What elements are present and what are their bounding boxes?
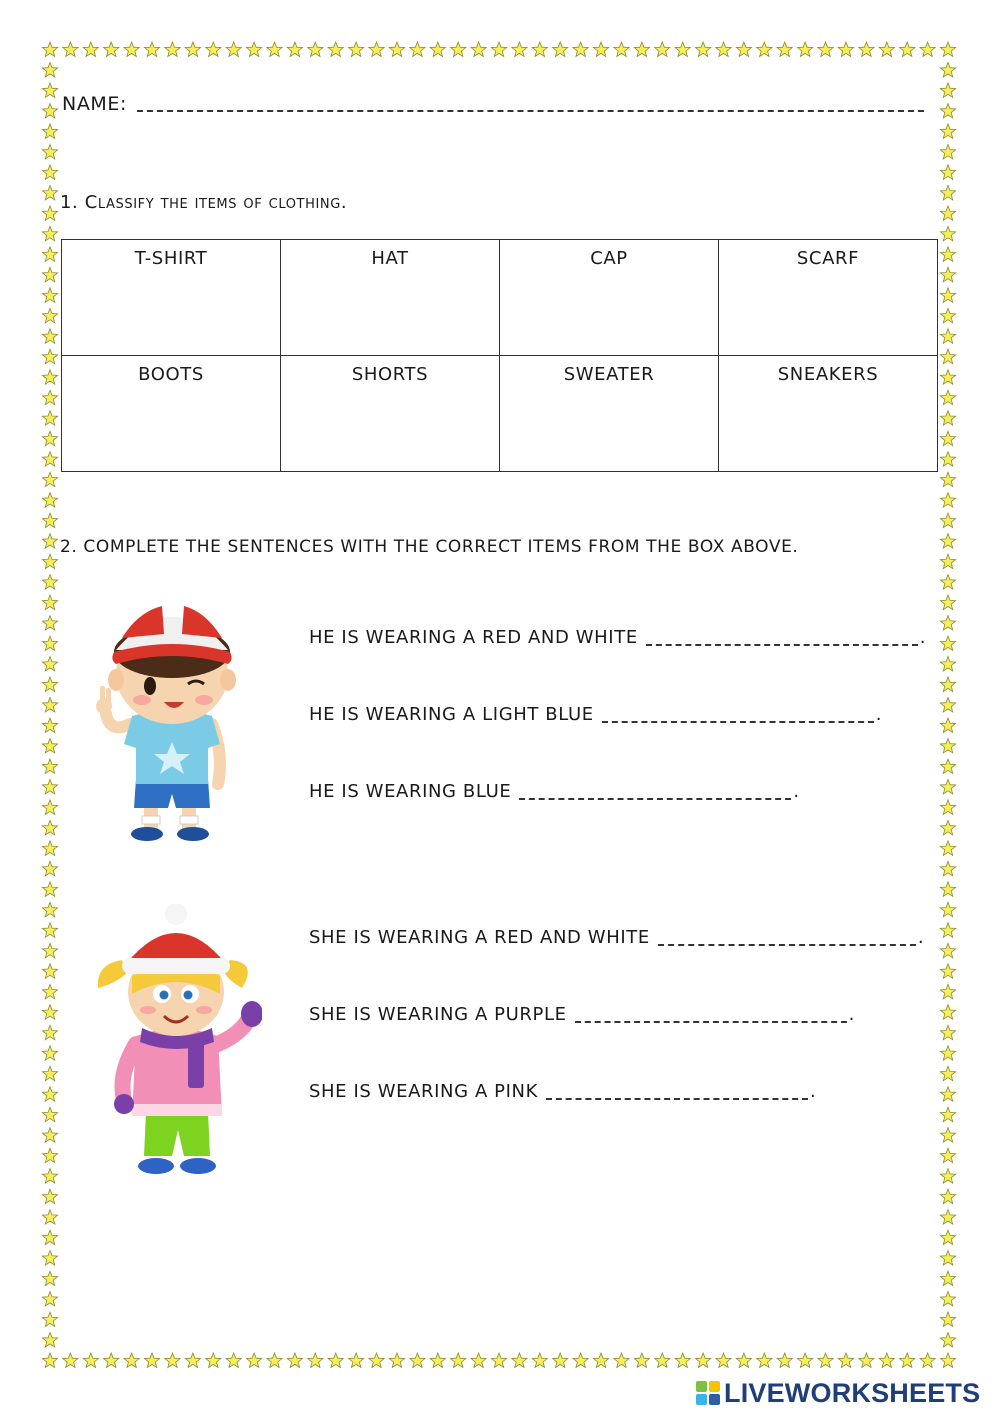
- border-star: [491, 1353, 506, 1368]
- answer-blank[interactable]: [602, 721, 874, 723]
- border-star: [42, 943, 57, 958]
- clothing-label: HAT: [371, 248, 409, 269]
- border-star: [940, 185, 955, 200]
- border-star: [42, 42, 57, 57]
- girl-illustration: [92, 904, 262, 1180]
- border-star: [859, 1353, 874, 1368]
- sentence-end: .: [793, 781, 800, 802]
- border-star: [267, 1353, 282, 1368]
- border-star: [940, 657, 955, 672]
- border-star: [940, 42, 955, 57]
- border-star: [42, 1251, 57, 1266]
- border-star: [185, 42, 200, 57]
- border-star: [940, 411, 955, 426]
- border-star: [42, 779, 57, 794]
- sentence-end: .: [810, 1081, 817, 1102]
- border-star: [42, 165, 57, 180]
- border-star: [369, 42, 384, 57]
- border-star: [247, 42, 262, 57]
- border-star: [634, 1353, 649, 1368]
- border-star: [940, 677, 955, 692]
- border-star: [410, 42, 425, 57]
- border-star: [818, 42, 833, 57]
- border-star: [940, 513, 955, 528]
- border-star: [940, 1148, 955, 1162]
- border-star: [42, 63, 57, 78]
- sentence-text: SHE IS WEARING A PURPLE: [309, 1004, 567, 1025]
- clothing-cell-scarf[interactable]: [719, 240, 938, 356]
- border-star: [655, 1353, 670, 1368]
- border-star: [206, 42, 221, 57]
- answer-blank[interactable]: [658, 944, 916, 946]
- border-star: [940, 206, 955, 220]
- border-star: [165, 1353, 180, 1368]
- sentence-text: HE IS WEARING BLUE: [309, 781, 512, 802]
- border-star: [104, 42, 119, 57]
- border-star: [940, 226, 955, 240]
- border-star: [940, 923, 955, 938]
- border-star: [42, 698, 57, 713]
- girl-sentence-2: [309, 1003, 855, 1027]
- border-star: [42, 841, 57, 856]
- border-star: [42, 452, 57, 467]
- border-star: [798, 1353, 813, 1368]
- border-star: [42, 636, 57, 651]
- border-star: [42, 902, 57, 917]
- border-star: [532, 42, 547, 57]
- border-star: [42, 677, 57, 692]
- border-star: [42, 534, 57, 549]
- border-star: [879, 42, 894, 57]
- border-star: [430, 1353, 445, 1368]
- border-star: [940, 964, 955, 979]
- border-star: [798, 42, 813, 57]
- border-star: [42, 964, 57, 979]
- border-star: [42, 267, 57, 282]
- border-star: [42, 329, 57, 344]
- border-star: [838, 1353, 853, 1368]
- boy-sentence-2: [309, 703, 882, 727]
- answer-blank[interactable]: [575, 1021, 847, 1023]
- border-star: [369, 1353, 384, 1368]
- border-star: [940, 493, 955, 507]
- border-star: [42, 616, 57, 630]
- border-star: [940, 861, 955, 875]
- border-star: [63, 1353, 78, 1368]
- border-star: [879, 1353, 894, 1368]
- border-star: [124, 1353, 139, 1368]
- border-star: [165, 42, 180, 57]
- border-star: [42, 1046, 57, 1061]
- name-input-line[interactable]: [137, 110, 924, 112]
- girl-sentence-3: [309, 1080, 816, 1104]
- border-star: [940, 63, 955, 78]
- border-star: [920, 42, 935, 57]
- answer-blank[interactable]: [519, 798, 791, 800]
- border-star: [42, 800, 57, 815]
- border-star: [247, 1353, 262, 1368]
- border-star: [287, 1353, 302, 1368]
- border-star: [940, 636, 955, 651]
- border-star: [940, 104, 955, 118]
- border-star: [42, 349, 57, 363]
- border-star: [940, 329, 955, 344]
- border-star: [42, 104, 57, 118]
- border-star: [42, 390, 57, 405]
- border-star: [42, 739, 57, 753]
- border-star: [83, 1353, 98, 1368]
- border-star: [859, 42, 874, 57]
- border-star: [940, 390, 955, 405]
- border-star: [940, 452, 955, 467]
- question-1-heading: 1. Classify the items of clothing.: [60, 192, 348, 213]
- clothing-table: [61, 239, 938, 472]
- border-star: [42, 83, 57, 97]
- border-star: [940, 739, 955, 753]
- border-star: [940, 902, 955, 917]
- border-star: [940, 554, 955, 569]
- answer-blank[interactable]: [546, 1098, 808, 1100]
- border-star: [42, 984, 57, 999]
- border-star: [940, 616, 955, 630]
- clothing-cell-shorts[interactable]: [281, 356, 500, 472]
- border-star: [940, 1169, 955, 1184]
- sentence-end: .: [917, 927, 925, 948]
- border-star: [42, 1230, 57, 1245]
- border-star: [573, 1353, 588, 1368]
- border-star: [900, 1353, 915, 1368]
- border-star: [42, 308, 57, 323]
- border-star: [42, 882, 57, 896]
- liveworksheets-logo[interactable]: [696, 1376, 996, 1410]
- border-star: [940, 882, 955, 896]
- border-star: [226, 42, 241, 57]
- border-star: [42, 1333, 57, 1348]
- border-star: [42, 1066, 57, 1081]
- boy-sentence-1: [309, 626, 926, 650]
- border-star: [512, 42, 527, 57]
- border-star: [736, 42, 751, 57]
- border-star: [532, 1353, 547, 1368]
- clothing-label: T-SHIRT: [134, 248, 208, 269]
- border-star: [42, 718, 57, 733]
- border-star: [308, 42, 323, 57]
- border-star: [634, 42, 649, 57]
- border-star: [349, 42, 364, 57]
- clothing-label: CAP: [590, 248, 628, 269]
- border-star: [553, 1353, 568, 1368]
- border-star: [614, 1353, 629, 1368]
- border-star: [573, 42, 588, 57]
- border-star: [206, 1353, 221, 1368]
- border-star: [940, 575, 955, 590]
- border-star: [675, 1353, 690, 1368]
- border-star: [696, 42, 711, 57]
- border-star: [940, 267, 955, 282]
- sentence-text: HE IS WEARING A LIGHT BLUE: [309, 704, 594, 725]
- border-star: [226, 1353, 241, 1368]
- border-star: [716, 42, 731, 57]
- border-star: [42, 472, 57, 486]
- border-star: [42, 1107, 57, 1122]
- border-star: [42, 144, 57, 159]
- clothing-cell-sneakers[interactable]: [719, 356, 938, 472]
- border-star: [940, 1128, 955, 1142]
- border-star: [655, 42, 670, 57]
- boy-sentence-3: [309, 780, 800, 804]
- border-star: [42, 288, 57, 303]
- border-star: [42, 1169, 57, 1184]
- border-star: [757, 1353, 772, 1368]
- border-star: [471, 1353, 486, 1368]
- border-star: [451, 1353, 466, 1368]
- clothing-cell-boots[interactable]: [62, 356, 281, 472]
- border-star: [940, 698, 955, 713]
- border-star: [42, 1271, 57, 1285]
- border-star: [940, 1210, 955, 1225]
- border-star: [940, 1025, 955, 1039]
- border-star: [940, 472, 955, 486]
- border-star: [696, 1353, 711, 1368]
- border-star: [104, 1353, 119, 1368]
- name-label: NAME:: [62, 93, 128, 115]
- border-star: [940, 83, 955, 97]
- border-star: [185, 1353, 200, 1368]
- border-star: [42, 185, 57, 200]
- border-star: [940, 841, 955, 856]
- border-star: [940, 308, 955, 323]
- border-star: [144, 1353, 159, 1368]
- border-star: [42, 411, 57, 426]
- border-star: [736, 1353, 751, 1368]
- border-star: [940, 1189, 955, 1204]
- border-star: [940, 1046, 955, 1061]
- border-star: [430, 42, 445, 57]
- border-star: [42, 820, 57, 835]
- liveworksheets-logo-icon: [696, 1381, 720, 1405]
- border-star: [287, 42, 302, 57]
- border-star: [940, 779, 955, 794]
- border-star: [940, 800, 955, 815]
- border-star: [42, 1312, 57, 1327]
- border-star: [144, 42, 159, 57]
- border-star: [940, 165, 955, 180]
- border-star: [42, 1087, 57, 1102]
- border-star: [940, 1251, 955, 1266]
- border-star: [42, 431, 57, 446]
- clothing-label: SCARF: [796, 248, 860, 269]
- border-star: [512, 1353, 527, 1368]
- clothing-label: SWEATER: [563, 364, 655, 385]
- border-star: [42, 1292, 57, 1307]
- sentence-text: SHE IS WEARING A PINK: [309, 1081, 539, 1102]
- border-star: [124, 42, 139, 57]
- border-star: [940, 247, 955, 261]
- border-star: [42, 370, 57, 384]
- answer-blank[interactable]: [646, 644, 918, 646]
- border-star: [777, 1353, 792, 1368]
- girl-sentence-1: [309, 926, 924, 950]
- border-star: [63, 42, 78, 57]
- border-star: [940, 1066, 955, 1081]
- border-star: [83, 42, 98, 57]
- border-star: [940, 288, 955, 303]
- sentence-end: .: [848, 1004, 855, 1025]
- border-star: [940, 370, 955, 384]
- border-star: [328, 1353, 343, 1368]
- border-star: [42, 1025, 57, 1039]
- name-row: [62, 86, 924, 116]
- question-2-heading: 2. COMPLETE THE SENTENCES WITH THE CORRECT ITEMS FROM THE BOX ABOVE.: [60, 537, 799, 557]
- border-star: [42, 1210, 57, 1225]
- border-star: [553, 42, 568, 57]
- border-star: [42, 124, 57, 138]
- clothing-cell-cap[interactable]: [500, 240, 719, 356]
- border-star: [451, 42, 466, 57]
- border-star: [900, 42, 915, 57]
- clothing-label: SHORTS: [351, 364, 429, 385]
- border-star: [940, 1333, 955, 1348]
- border-star: [389, 1353, 404, 1368]
- border-star: [940, 1087, 955, 1102]
- border-star: [940, 349, 955, 363]
- border-star: [42, 513, 57, 528]
- border-star: [389, 42, 404, 57]
- border-star: [42, 595, 57, 610]
- border-star: [42, 1353, 57, 1368]
- border-star: [42, 226, 57, 240]
- border-star: [940, 431, 955, 446]
- border-star: [940, 1353, 955, 1368]
- border-star: [818, 1353, 833, 1368]
- border-star: [42, 1148, 57, 1162]
- border-star: [940, 718, 955, 733]
- border-star: [42, 493, 57, 507]
- border-star: [42, 1005, 57, 1019]
- sentence-end: .: [919, 627, 927, 648]
- sentence-end: .: [875, 704, 883, 725]
- border-star: [42, 923, 57, 938]
- border-star: [42, 759, 57, 773]
- clothing-label: BOOTS: [138, 364, 204, 385]
- border-star: [42, 1128, 57, 1142]
- border-star: [920, 1353, 935, 1368]
- clothing-cell-sweater[interactable]: [500, 356, 719, 472]
- border-star: [940, 759, 955, 773]
- border-star: [940, 1005, 955, 1019]
- border-star: [42, 1189, 57, 1204]
- brand-name: LIVEWORKSHEETS: [724, 1377, 981, 1408]
- border-star: [614, 42, 629, 57]
- border-star: [940, 984, 955, 999]
- border-star: [42, 554, 57, 569]
- border-star: [471, 42, 486, 57]
- sentence-text: HE IS WEARING A RED AND WHITE: [309, 627, 638, 648]
- border-star: [42, 657, 57, 672]
- border-star: [757, 42, 772, 57]
- border-star: [940, 1292, 955, 1307]
- border-star: [42, 575, 57, 590]
- border-star: [491, 42, 506, 57]
- border-star: [328, 42, 343, 57]
- border-star: [349, 1353, 364, 1368]
- border-star: [940, 1230, 955, 1245]
- border-star: [593, 42, 608, 57]
- border-star: [940, 1312, 955, 1327]
- clothing-cell-hat[interactable]: [281, 240, 500, 356]
- border-star: [940, 124, 955, 138]
- border-star: [42, 861, 57, 875]
- border-star: [42, 206, 57, 220]
- border-star: [593, 1353, 608, 1368]
- border-star: [940, 534, 955, 549]
- border-star: [940, 943, 955, 958]
- sentence-text: SHE IS WEARING A RED AND WHITE: [309, 927, 650, 948]
- border-star: [308, 1353, 323, 1368]
- border-star: [940, 144, 955, 159]
- border-star: [777, 42, 792, 57]
- border-star: [838, 42, 853, 57]
- border-star: [716, 1353, 731, 1368]
- border-star: [267, 42, 282, 57]
- border-star: [940, 820, 955, 835]
- border-star: [940, 1107, 955, 1122]
- border-star: [675, 42, 690, 57]
- border-star: [940, 595, 955, 610]
- border-star: [940, 1271, 955, 1285]
- border-star: [410, 1353, 425, 1368]
- border-star: [42, 247, 57, 261]
- clothing-label: SNEAKERS: [777, 364, 879, 385]
- boy-illustration: [92, 594, 262, 846]
- clothing-cell-tshirt[interactable]: [62, 240, 281, 356]
